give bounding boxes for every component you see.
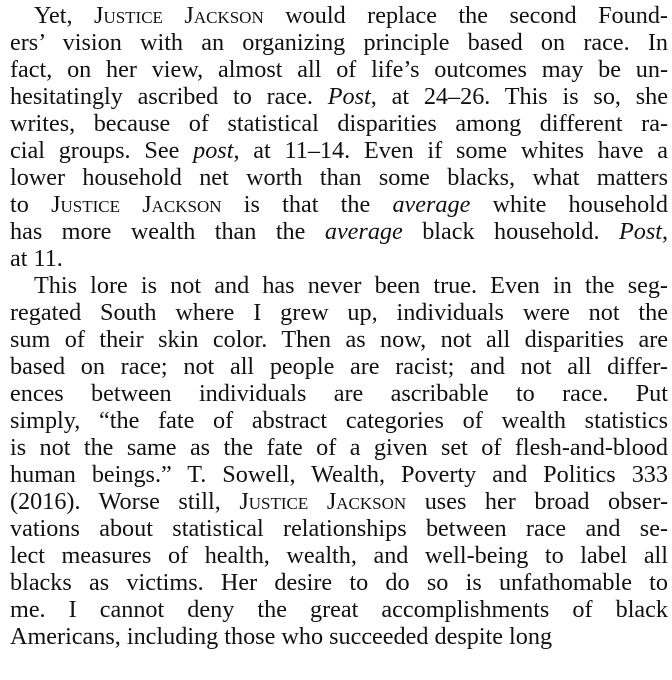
text-line [0,542,672,569]
text-segment: regated South where I grew up, individuals were not the [10,299,668,326]
text-line [0,353,672,380]
text-line [0,434,672,461]
small-caps-name: Justice Jackson [239,488,407,515]
text-line [0,380,672,407]
text-segment: Americans, including those who succeeded despite long [10,623,553,650]
text-segment: ers’ vision with an organizing principle based on race. In [10,29,668,56]
text-segment: uses her broad obser- [406,488,668,515]
text-segment: (2016). Worse still, [10,488,240,515]
italic-text: Post [618,218,662,245]
text-line [0,137,672,164]
text-segment: at 11. [10,245,63,272]
text-line [0,299,672,326]
text-line [0,83,672,110]
text-segment: me. I cannot deny the great accomplishments of black [10,596,668,623]
text-segment: simply, “the fate of abstract categories of wealth statistics [10,407,668,434]
text-segment: based on race; not all people are racist; and not all differ- [10,353,668,380]
text-segment: lower household net worth than some blacks, what matters [10,164,668,191]
text-segment: cial groups. See [10,137,194,164]
italic-text: average [324,218,403,245]
text-line [0,164,672,191]
text-segment: black household. [402,218,619,245]
text-line [0,488,672,515]
text-segment: is that the [221,191,393,218]
text-line [0,569,672,596]
text-segment: human beings.” T. Sowell, Wealth, Poverty and Politics 333 [10,461,668,488]
text-line [0,596,672,623]
text-segment: fact, on her view, almost all of life’s outcomes may be un- [10,56,668,83]
text-segment: vations about statistical relationships between race and se- [10,515,668,542]
text-segment: hesitatingly ascribed to race. [10,83,328,110]
text-segment: , [661,218,669,245]
text-segment: , at 24–26. This is so, she [370,83,668,110]
text-segment: , at 11–14. Even if some whites have a [233,137,668,164]
text-segment: white household [470,191,668,218]
small-caps-name: Justice Jackson [94,2,264,29]
text-line [0,407,672,434]
text-line [0,515,672,542]
text-line [0,623,672,650]
text-line [0,218,672,245]
text-segment: writes, because of statistical disparities among different ra- [10,110,668,137]
text-line [0,110,672,137]
text-segment: sum of their skin color. Then as now, not all disparities are [10,326,668,353]
paragraph-1 [0,2,672,272]
text-line [0,29,672,56]
text-segment: blacks as victims. Her desire to do so is unfathomable to [10,569,668,596]
text-line [0,461,672,488]
italic-text: Post [327,83,371,110]
text-line [0,326,672,353]
text-segment: has more wealth than the [10,218,325,245]
text-line [0,272,672,299]
text-line [0,56,672,83]
text-segment: would replace the second Found- [263,2,668,29]
text-segment: This lore is not and has never been true. Even in the seg- [34,272,668,299]
text-line [0,2,672,29]
small-caps-name: Justice Jackson [51,191,222,218]
text-line [0,245,672,272]
paragraph-2 [0,272,672,650]
italic-text: post [193,137,234,164]
text-segment: is not the same as the fate of a given set of flesh-and-blood [10,434,668,461]
text-segment: ences between individuals are ascribable to race. Put [10,380,668,407]
text-segment: to [10,191,52,218]
text-segment: lect measures of health, wealth, and well-being to label all [10,542,668,569]
italic-text: average [392,191,471,218]
text-line [0,191,672,218]
text-segment: Yet, [34,2,95,29]
